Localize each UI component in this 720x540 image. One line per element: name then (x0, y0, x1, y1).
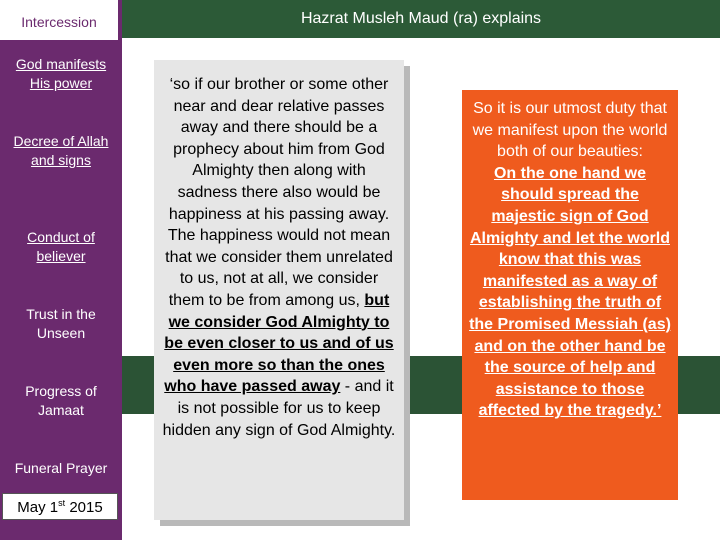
duty-card (462, 90, 678, 500)
header-bar (122, 0, 720, 38)
date-day: May 1 (17, 499, 59, 516)
page-title: Hazrat Musleh Maud (ra) explains (300, 10, 542, 27)
date-box (2, 493, 118, 520)
sidebar (0, 0, 122, 540)
quote-text-end: - and it is not possible for us to keep hidden any sign of God Almighty. (162, 378, 396, 439)
sidebar-item-progress-of-jamaat[interactable]: Progress of Jamaat (25, 383, 97, 418)
duty-text: So it is our utmost duty that we manifest upon the world both of our beauties: (472, 100, 668, 161)
sidebar-item-conduct-of-believer[interactable]: Conduct of believer (27, 229, 95, 264)
sidebar-item-funeral-prayer[interactable]: Funeral Prayer (14, 460, 108, 476)
sidebar-item-label: Intercession (21, 14, 97, 30)
duty-emphasis: On the one hand we should spread the majestic sign of God Almighty and let the world know that this was manifested as a way of establishing the truth of the Promised Messiah (as) and on the other hand be the source of help and assistance to those affected by the tragedy.’ (469, 164, 671, 420)
date-suffix: st (58, 498, 66, 508)
sidebar-item-decree-of-allah[interactable]: Decree of Allah and signs (13, 133, 109, 168)
quote-emphasis: but we consider God Almighty to be even closer to us and of us even more so than the ones who have passed away (164, 291, 394, 396)
sidebar-item-intercession[interactable] (0, 0, 118, 40)
sidebar-item-god-manifests-his-power[interactable]: God manifests His power (15, 56, 107, 91)
quote-card (154, 60, 404, 520)
quote-text: ‘so if our brother or some other near and dear relative passes away and there should be a prophecy about him from God Almighty then along with sadness there also would be happiness at his passing away. The happiness would not mean that we consider them unrelated to us, not at all, we consider them to be from among us, (165, 76, 393, 309)
date-year: 2015 (69, 499, 103, 516)
sidebar-item-trust-in-the-unseen[interactable]: Trust in the Unseen (26, 306, 96, 341)
